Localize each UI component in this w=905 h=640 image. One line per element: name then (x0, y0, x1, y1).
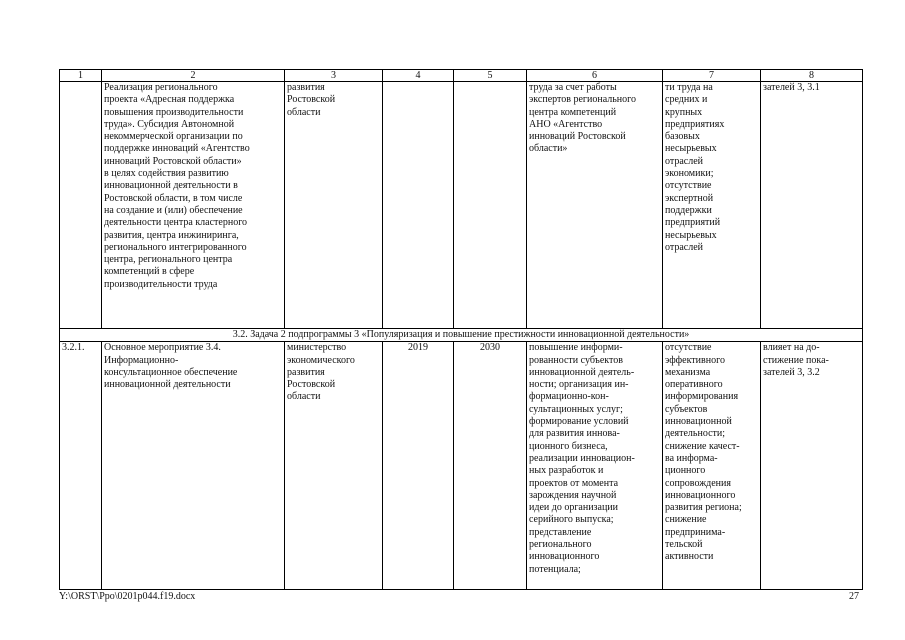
table-cell-end-year: 2030 (454, 342, 527, 590)
table-header-row (60, 70, 863, 82)
header-cell: 3 (285, 70, 383, 82)
header-cell: 5 (454, 70, 527, 82)
footer-file-path: Y:\ORST\Ppo\0201p044.f19.docx (59, 591, 196, 602)
table-cell-end-year (454, 82, 527, 329)
header-cell: 8 (761, 70, 863, 82)
section-title: 3.2. Задача 2 подпрограммы 3 «Популяризация и повышение престижности инновационной деятельности» (60, 329, 863, 342)
program-table (59, 69, 863, 590)
table-cell-executor: министерство экономического развития Ростовской области (285, 342, 383, 590)
table-cell-consequences: отсутствие эффективного механизма оперативного информирования субъектов инновационной деятельности; снижение качест- ва информа- ционного сопровождения инновационного развития региона; снижение предпринима- тельской активности (663, 342, 761, 590)
table-cell-indicator-link: влияет на до- стижение пока- зателей 3, 3.2 (761, 342, 863, 590)
table-cell-indicator-link: зателей 3, 3.1 (761, 82, 863, 329)
table-cell-measure: Реализация регионального проекта «Адресная поддержка повышения производительности труда». Субсидия Автономной некоммерческой организации по поддержке инноваций «Агентство инноваций Ростовской области» в целях содействия развитию инновационной деятельности в Ростовской области, в том числе на создание и (или) обеспечение деятельности центра кластерного развития, центра инжиниринга, регионального интегрированного центра, регионального центра компетенций в сфере производительности труда (102, 82, 285, 329)
footer-page-number: 27 (849, 591, 859, 602)
table-cell-start-year: 2019 (383, 342, 454, 590)
table-section-row (60, 329, 863, 342)
table-cell-number (60, 82, 102, 329)
table-row (60, 342, 863, 590)
header-cell: 2 (102, 70, 285, 82)
table-cell-expected-result: труда за счет работы экспертов регионального центра компетенций АНО «Агентство инноваций Ростовской области» (527, 82, 663, 329)
header-cell: 1 (60, 70, 102, 82)
table-cell-executor: развития Ростовской области (285, 82, 383, 329)
table-cell-measure: Основное мероприятие 3.4. Информационно- консультационное обеспечение инновационной деятельности (102, 342, 285, 590)
table-cell-consequences: ти труда на средних и крупных предприятиях базовых несырьевых отраслей экономики; отсутствие экспертной поддержки предприятий несырьевых отраслей (663, 82, 761, 329)
header-cell: 7 (663, 70, 761, 82)
table-row (60, 82, 863, 329)
header-cell: 4 (383, 70, 454, 82)
table-cell-start-year (383, 82, 454, 329)
table-cell-expected-result: повышение информи- рованности субъектов инновационной деятель- ности; организация ин- формационно-кон- сультационных услуг; формирование условий для развития иннова- ционного бизнеса, реализации инновацион- ных разработок и проектов от момента зарождения научной идеи до организации серийного выпуска; представление регионального инновационного потенциала; (527, 342, 663, 590)
table-cell-number: 3.2.1. (60, 342, 102, 590)
header-cell: 6 (527, 70, 663, 82)
